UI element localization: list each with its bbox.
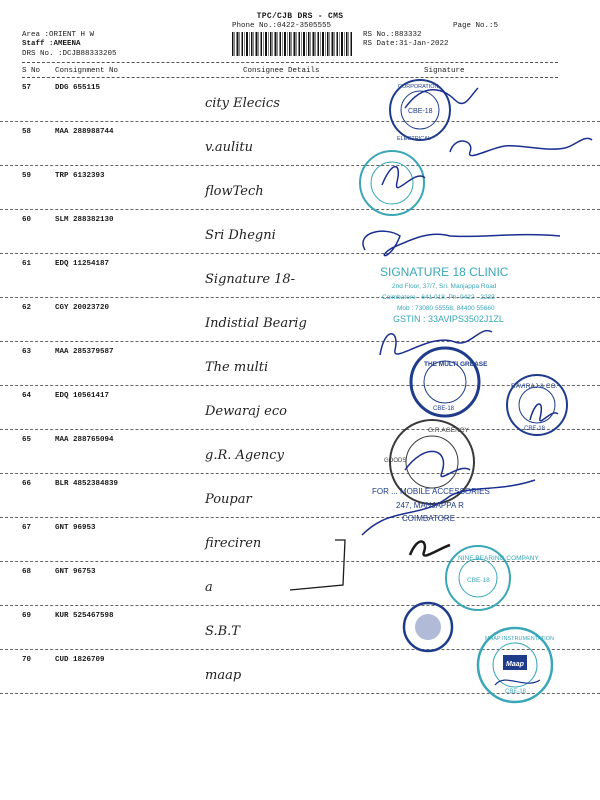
mobile-stamp-line3: COIMBATORE: [402, 514, 456, 523]
clinic-stamp-line3: Coimbatore - 641 018, Ph: 0422 - 2233: [382, 294, 495, 301]
area-label: Area :ORIENT H W: [22, 31, 95, 39]
clinic-stamp-line2: 2nd Floor, 37/7, Sri. Manjappa Road: [392, 283, 497, 290]
signature-scribble: [530, 404, 558, 421]
row-sno: 70: [22, 656, 32, 664]
row-consignee-handwritten: Sri Dhegni: [205, 228, 276, 243]
row-consignee-handwritten: fireciren: [205, 536, 262, 551]
row-sno: 62: [22, 304, 32, 312]
row-consignee-handwritten: Signature 18-: [205, 272, 296, 287]
row-sno: 61: [22, 260, 32, 268]
seal-name-text: NINE BEARING COMPANY: [458, 555, 539, 562]
seal-label-text: CBE-18: [467, 577, 490, 584]
row-consignment-number: CGY 20023720: [55, 304, 110, 312]
drs-number: DRS No. :DCJB88333205: [22, 50, 117, 58]
row-consignment-number: TRP 6132393: [55, 172, 105, 180]
staff-label: Staff :AMEENA: [22, 40, 81, 48]
row-sno: 68: [22, 568, 32, 576]
seal-label-text: CBE-18: [505, 689, 527, 695]
row-consignment-number: EDQ 11254187: [55, 260, 110, 268]
row-sno: 59: [22, 172, 32, 180]
row-consignment-number: EDQ 10561417: [55, 392, 110, 400]
row-consignee-handwritten: The multi: [205, 360, 269, 375]
row-sno: 60: [22, 216, 32, 224]
row-consignment-number: CUD 1826709: [55, 656, 105, 664]
row-consignment-number: MAA 288765094: [55, 436, 114, 444]
seal-label-text: CBE-18: [433, 406, 455, 412]
row-consignment-number: GNT 96953: [55, 524, 96, 532]
row-consignment-number: MAA 285379587: [55, 348, 114, 356]
clinic-stamp-line5: GSTIN : 33AVIPS3502J1ZL: [393, 314, 504, 324]
column-header-sno: S No: [22, 67, 41, 75]
row-consignee-handwritten: a: [205, 580, 213, 595]
corporation-electrical-seal: [390, 80, 450, 142]
signature-scribble: [382, 167, 425, 188]
seal-name-text: MAAP INSTRUMENTATION: [485, 636, 555, 642]
row-consignee-handwritten: S.B.T: [205, 624, 240, 639]
signature-scribble: [363, 231, 560, 255]
column-header-consignment: Consignment No: [55, 67, 119, 75]
seal-label-text: CBE-18: [408, 108, 433, 115]
signature-clinic-stamp: [380, 265, 509, 324]
seal-name-text: ELECTRICAL: [397, 136, 431, 142]
maap-instrumentation-seal: [478, 628, 554, 702]
row-consignment-number: MAA 288988744: [55, 128, 114, 136]
row-sno: 65: [22, 436, 32, 444]
seal-name-text: THE MULTI GREASE: [424, 361, 488, 368]
seal-name-text: RAVIRAJ & CO.: [511, 383, 558, 390]
multi-grease-seal: [411, 348, 488, 416]
bank-round-seal: [404, 603, 452, 651]
row-consignment-number: SLM 288382130: [55, 216, 114, 224]
row-sno: 64: [22, 392, 32, 400]
row-consignment-number: BLR 4852384839: [55, 480, 119, 488]
row-consignee-handwritten: Indistial Bearig: [205, 316, 307, 331]
clinic-stamp-line4: Mob : 73080 55558, 84400 55660: [397, 305, 495, 312]
nine-bearing-seal: [446, 546, 539, 610]
signature-scribble: [410, 541, 450, 555]
row-consignee-handwritten: g.R. Agency: [205, 448, 284, 463]
row-sno: 66: [22, 480, 32, 488]
bracket-mark: [290, 540, 345, 590]
seal-name-text: G.R.AGENCY: [428, 427, 469, 434]
row-sno: 58: [22, 128, 32, 136]
signature-scribble: [380, 331, 492, 355]
row-sno: 57: [22, 84, 32, 92]
row-consignee-handwritten: Dewaraj eco: [205, 404, 287, 419]
row-consignee-handwritten: city Elecics: [205, 96, 280, 111]
column-header-signature: Signature: [424, 67, 465, 75]
signature-scribble: [450, 138, 592, 155]
row-consignment-number: KUR 525467598: [55, 612, 114, 620]
row-consignment-number: GNT 96753: [55, 568, 96, 576]
clinic-stamp-line1: SIGNATURE 18 CLINIC: [380, 265, 509, 279]
row-sno: 67: [22, 524, 32, 532]
row-consignee-handwritten: Poupar: [205, 492, 252, 507]
mobile-stamp-line1: FOR ... MOBILE ACCESSORIES: [372, 487, 490, 496]
document-title: TPC/CJB DRS - CMS: [256, 12, 344, 21]
company-round-seal: [360, 151, 424, 215]
row-sno: 63: [22, 348, 32, 356]
mobile-stamp-line2: 247, MANJAPPA R: [396, 501, 464, 510]
column-header-consignee: Consignee Details: [243, 67, 320, 75]
seal-name-text: Maap: [506, 661, 524, 668]
row-consignment-number: DDG 655115: [55, 84, 101, 92]
row-consignee-handwritten: maap: [205, 668, 242, 683]
page-number: Page No.:5: [453, 22, 499, 30]
seal-name-text: GOODS: [384, 458, 407, 464]
signature-scribble: [405, 451, 470, 476]
rs-number: RS No.:883332: [363, 31, 422, 39]
seal-name-text: CORPORATION: [398, 84, 439, 90]
row-sno: 69: [22, 612, 32, 620]
seal-label-text: CBE-18: [524, 426, 546, 432]
phone-number: Phone No.:0422-3505555: [232, 22, 332, 30]
rs-date: RS Date:31-Jan-2022: [363, 40, 449, 48]
row-consignee-handwritten: flowTech: [205, 184, 264, 199]
row-consignee-handwritten: v.aulitu: [205, 140, 253, 155]
